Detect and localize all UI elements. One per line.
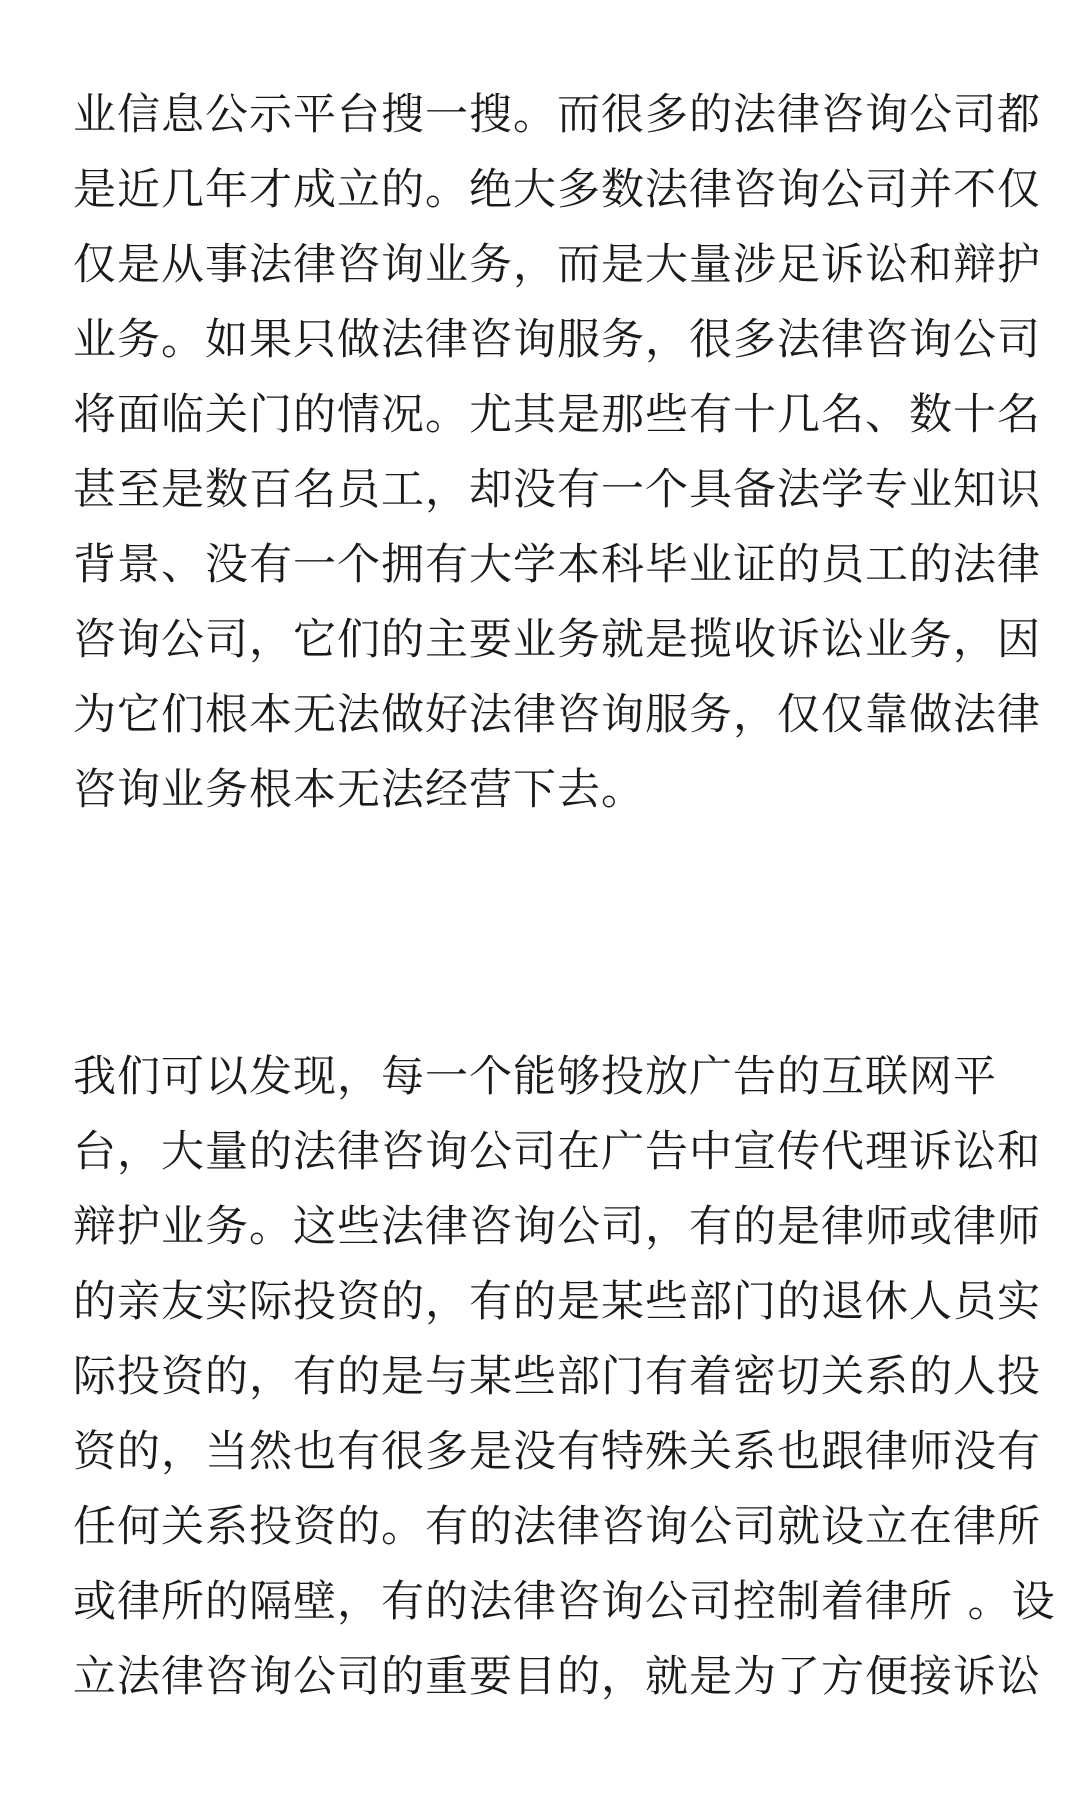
paragraph-2 <box>73 1040 1056 1715</box>
text-line: 背景、没有一个拥有大学本科毕业证的员工的法律 <box>73 540 1041 590</box>
text-line: 我们可以发现，每一个能够投放广告的互联网平 <box>73 1052 997 1102</box>
text-line: 或律所的隔壁，有的法律咨询公司控制着律所 。设 <box>73 1577 1056 1627</box>
text-line: 业务。如果只做法律咨询服务，很多法律咨询公司 <box>73 315 1041 365</box>
paragraph-1 <box>73 78 1041 828</box>
text-line: 业信息公示平台搜一搜。而很多的法律咨询公司都 <box>73 90 1041 140</box>
text-line: 际投资的，有的是与某些部门有着密切关系的人投 <box>73 1352 1041 1402</box>
text-line: 的亲友实际投资的，有的是某些部门的退休人员实 <box>73 1277 1041 1327</box>
text-line: 为它们根本无法做好法律咨询服务，仅仅靠做法律 <box>73 690 1041 740</box>
text-line: 任何关系投资的。有的法律咨询公司就设立在律所 <box>73 1502 1041 1552</box>
text-line: 甚至是数百名员工，却没有一个具备法学专业知识 <box>73 465 1041 515</box>
text-line: 辩护业务。这些法律咨询公司，有的是律师或律师 <box>73 1202 1041 1252</box>
text-line: 台，大量的法律咨询公司在广告中宣传代理诉讼和 <box>73 1127 1041 1177</box>
text-line: 立法律咨询公司的重要目的，就是为了方便接诉讼 <box>73 1652 1041 1702</box>
text-line: 仅是从事法律咨询业务，而是大量涉足诉讼和辩护 <box>73 240 1041 290</box>
text-line: 将面临关门的情况。尤其是那些有十几名、数十名 <box>73 390 1041 440</box>
text-line: 咨询公司，它们的主要业务就是揽收诉讼业务，因 <box>73 615 1041 665</box>
text-line: 资的，当然也有很多是没有特殊关系也跟律师没有 <box>73 1427 1041 1477</box>
text-line: 是近几年才成立的。绝大多数法律咨询公司并不仅 <box>73 165 1041 215</box>
text-line: 咨询业务根本无法经营下去。 <box>73 765 645 815</box>
